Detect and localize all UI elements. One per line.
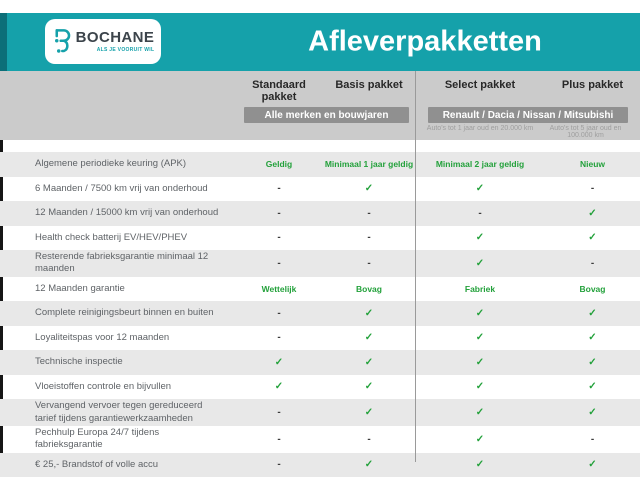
check-icon: ✓ bbox=[274, 381, 284, 393]
check-icon: ✓ bbox=[588, 381, 597, 393]
check-icon: ✓ bbox=[588, 207, 597, 219]
page-title: Afleverpakketten bbox=[308, 25, 542, 58]
column-captions bbox=[0, 125, 640, 139]
feature-label: Vervangend vervoer tegen gereduceerd tarief tijdens garantiewerkzaamheden bbox=[35, 400, 203, 424]
logo-text bbox=[76, 30, 155, 53]
bochane-logo bbox=[45, 19, 161, 64]
feature-table bbox=[0, 140, 640, 471]
feature-label: € 25,- Brandstof of volle accu bbox=[35, 458, 159, 470]
table-row bbox=[0, 350, 640, 375]
feature-value: Minimaal 1 jaar geldig bbox=[324, 159, 414, 170]
table-row bbox=[0, 226, 640, 251]
check-icon: ✓ bbox=[475, 433, 485, 445]
table-row bbox=[0, 277, 640, 302]
dash-icon: - bbox=[277, 257, 281, 269]
column-header-standaard: Standaard pakket bbox=[252, 79, 306, 103]
badge-renault-group: Renault / Dacia / Nissan / Mitsubishi bbox=[428, 107, 628, 123]
dash-icon: - bbox=[277, 332, 281, 344]
check-icon: ✓ bbox=[588, 356, 597, 368]
check-icon: ✓ bbox=[364, 459, 374, 471]
dash-icon: - bbox=[277, 207, 281, 219]
check-icon: ✓ bbox=[364, 332, 374, 344]
column-header-plus: Plus pakket bbox=[561, 79, 624, 91]
dash-icon: - bbox=[367, 232, 371, 244]
dash-icon: - bbox=[590, 183, 595, 195]
feature-label: Loyaliteitspas voor 12 maanden bbox=[35, 331, 170, 343]
check-icon: ✓ bbox=[475, 232, 485, 244]
dash-icon: - bbox=[478, 207, 482, 219]
check-icon: ✓ bbox=[364, 307, 374, 319]
feature-label: 12 Maanden garantie bbox=[35, 282, 125, 294]
brand-name: BOCHANE bbox=[75, 29, 155, 47]
feature-label: 12 Maanden / 15000 km vrij van onderhoud bbox=[35, 207, 219, 219]
check-icon: ✓ bbox=[475, 381, 485, 393]
feature-label: Pechhulp Europa 24/7 tijdens fabrieksgarantie bbox=[35, 426, 160, 451]
app-header bbox=[0, 13, 640, 71]
check-icon: ✓ bbox=[588, 332, 597, 344]
table-row bbox=[0, 177, 640, 202]
check-icon: ✓ bbox=[475, 332, 485, 344]
package-header bbox=[0, 71, 640, 140]
dash-icon: - bbox=[277, 307, 281, 319]
table-row bbox=[0, 453, 640, 478]
feature-value: Nieuw bbox=[579, 159, 606, 170]
feature-label: Technische inspectie bbox=[35, 356, 123, 368]
caption-select: Auto's tot 1 jaar oud en 20.000 km bbox=[426, 125, 534, 132]
dash-icon: - bbox=[590, 257, 595, 269]
column-header-select: Select pakket bbox=[444, 79, 516, 91]
feature-label: Complete reinigingsbeurt binnen en buiten bbox=[35, 307, 214, 319]
check-icon: ✓ bbox=[364, 183, 374, 195]
badge-alle-merken: Alle merken en bouwjaren bbox=[244, 107, 409, 123]
table-row bbox=[0, 301, 640, 326]
check-icon: ✓ bbox=[475, 459, 485, 471]
table-row bbox=[0, 201, 640, 226]
column-header-basis: Basis pakket bbox=[335, 79, 403, 91]
feature-label: Resterende fabrieksgarantie minimaal 12 maanden bbox=[35, 251, 209, 275]
feature-label: Algemene periodieke keuring (APK) bbox=[35, 158, 187, 170]
check-icon: ✓ bbox=[475, 257, 485, 269]
table-row bbox=[0, 399, 640, 426]
dash-icon: - bbox=[277, 232, 281, 244]
check-icon: ✓ bbox=[475, 307, 485, 319]
feature-value: Bovag bbox=[356, 283, 382, 294]
check-icon: ✓ bbox=[588, 459, 597, 471]
dash-icon: - bbox=[367, 433, 371, 445]
feature-value: Bovag bbox=[579, 283, 606, 294]
check-icon: ✓ bbox=[588, 307, 597, 319]
table-row bbox=[0, 375, 640, 400]
caption-plus: Auto's tot 5 jaar oud en 100.000 km bbox=[549, 125, 622, 139]
dash-icon: - bbox=[277, 183, 281, 195]
check-icon: ✓ bbox=[364, 381, 374, 393]
table-row bbox=[0, 426, 640, 453]
feature-value: Fabriek bbox=[464, 283, 496, 294]
feature-label: Vloeistoffen controle en bijvullen bbox=[35, 380, 172, 392]
feature-value: Geldig bbox=[265, 159, 293, 170]
check-icon: ✓ bbox=[475, 183, 485, 195]
check-icon: ✓ bbox=[475, 407, 485, 419]
label-spacer bbox=[0, 79, 235, 103]
check-icon: ✓ bbox=[588, 232, 597, 244]
check-icon: ✓ bbox=[364, 356, 374, 368]
feature-value: Minimaal 2 jaar geldig bbox=[435, 159, 525, 170]
brand-tagline: ALS JE VOORUIT WIL bbox=[96, 46, 155, 53]
table-row bbox=[0, 250, 640, 277]
feature-label: Health check batterij EV/HEV/PHEV bbox=[35, 231, 188, 243]
column-headers bbox=[0, 71, 640, 103]
dash-icon: - bbox=[590, 433, 595, 445]
check-icon: ✓ bbox=[588, 407, 597, 419]
table-row bbox=[0, 152, 640, 177]
dash-icon: - bbox=[277, 459, 281, 471]
check-icon: ✓ bbox=[274, 356, 284, 368]
dash-icon: - bbox=[367, 207, 371, 219]
check-icon: ✓ bbox=[364, 407, 374, 419]
dash-icon: - bbox=[277, 433, 281, 445]
bochane-logo-icon bbox=[52, 27, 71, 56]
dash-icon: - bbox=[277, 407, 281, 419]
dash-icon: - bbox=[367, 257, 371, 269]
header-accent-strip bbox=[0, 13, 7, 71]
column-divider bbox=[415, 71, 416, 462]
brand-badges bbox=[0, 107, 640, 123]
table-row bbox=[0, 326, 640, 351]
feature-value: Wettelijk bbox=[261, 283, 297, 294]
check-icon: ✓ bbox=[475, 356, 485, 368]
feature-label: 6 Maanden / 7500 km vrij van onderhoud bbox=[35, 182, 208, 194]
